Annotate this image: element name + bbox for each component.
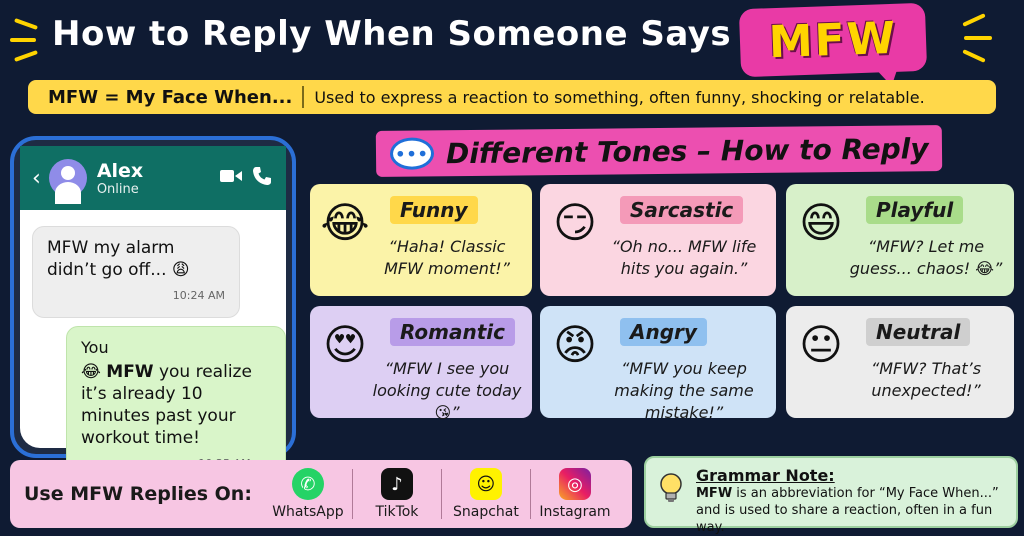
sparkle-decoration [962, 49, 985, 63]
tone-card-funny [310, 184, 532, 296]
lightbulb-icon [658, 472, 684, 504]
speech-bubble-icon: ••• [390, 137, 434, 169]
snapchat-ghost-icon: ☺ [470, 468, 502, 500]
outgoing-message-text: you realize it’s already 10 minutes past your workout time! [81, 362, 252, 448]
angry-emoji-icon: 😡 [553, 320, 597, 369]
definition-banner [28, 80, 996, 114]
grammar-note-title: Grammar Note: [696, 466, 835, 485]
tone-label: Playful [866, 196, 963, 224]
tone-label: Sarcastic [620, 196, 743, 224]
incoming-message-text: MFW my alarm didn’t go off... 😩 [47, 238, 190, 280]
smirk-emoji-icon: 😏 [553, 198, 597, 247]
tone-card-playful [786, 184, 1014, 296]
tones-heading [376, 125, 942, 177]
platform-snapchat [446, 468, 526, 520]
platform-name: Snapchat [453, 504, 519, 520]
phone-call-icon[interactable] [252, 166, 272, 186]
mfw-badge-text: MFW [767, 12, 899, 68]
tone-quote: “Oh no... MFW life hits you again.” [611, 237, 757, 278]
phone-mockup [10, 136, 296, 458]
sparkle-decoration [14, 50, 38, 62]
tones-heading-text: Different Tones – How to Reply [445, 131, 929, 170]
video-camera-icon[interactable] [220, 168, 242, 184]
platforms-label: Use MFW Replies On: [24, 483, 252, 505]
definition-term: MFW = My Face When... [48, 86, 293, 108]
contact-name: Alex [96, 159, 144, 182]
tone-quote: “MFW I see you looking cute today 😘” [372, 359, 522, 422]
grammar-note-body [696, 485, 1008, 536]
platforms-bar [10, 460, 632, 528]
tone-card-neutral [786, 306, 1014, 418]
tone-card-sarcastic [540, 184, 776, 296]
tone-label: Neutral [866, 318, 970, 346]
contact-status: Online [96, 181, 139, 197]
tone-label: Angry [620, 318, 707, 346]
tone-card-angry [540, 306, 776, 422]
instagram-icon: ◎ [559, 468, 591, 500]
tone-quote: “MFW you keep making the same mistake!” [614, 359, 754, 422]
definition-text: Used to express a reaction to something, often funny, shocking or relatable. [314, 87, 925, 107]
grammar-note-bold: MFW [696, 486, 733, 501]
platform-tiktok [357, 468, 437, 520]
chat-header [20, 146, 286, 210]
grammar-note-text: is an abbreviation for “My Face When...” and is used to share a reaction, often in a fun way. [696, 486, 999, 535]
sparkle-decoration [964, 36, 992, 40]
tone-label: Romantic [390, 318, 515, 346]
incoming-message-time: 10:24 AM [172, 289, 225, 302]
sparkle-decoration [10, 38, 36, 42]
sparkle-decoration [14, 18, 38, 30]
platform-name: Instagram [539, 504, 611, 520]
whatsapp-icon: ✆ [292, 468, 324, 500]
laughing-emoji-icon: 😂 [81, 362, 101, 382]
mfw-badge [739, 3, 927, 77]
tone-label: Funny [390, 196, 478, 224]
avatar[interactable] [49, 159, 87, 197]
platform-whatsapp [268, 468, 348, 520]
incoming-message [32, 226, 240, 318]
divider [352, 469, 353, 519]
chevron-left-icon[interactable]: ‹ [32, 165, 41, 191]
tiktok-icon: ♪ [381, 468, 413, 500]
outgoing-message-body [81, 361, 271, 449]
platform-name: TikTok [375, 504, 419, 520]
platform-instagram [535, 468, 615, 520]
tone-quote: “MFW? That’s unexpected!” [870, 359, 982, 400]
tone-quote: “Haha! Classic MFW moment!” [384, 237, 510, 278]
divider [302, 86, 304, 108]
neutral-emoji-icon: 😐 [799, 320, 843, 369]
divider [441, 469, 442, 519]
tone-card-romantic [310, 306, 532, 422]
divider [530, 469, 531, 519]
contact-info [97, 160, 143, 197]
platform-name: WhatsApp [272, 504, 344, 520]
page-title: How to Reply When Someone Says [52, 14, 732, 54]
heart-eyes-emoji-icon: 😍 [323, 320, 367, 369]
grinning-emoji-icon: 😄 [799, 198, 843, 247]
phone-screen [20, 146, 286, 448]
outgoing-message-sender: You [81, 338, 109, 357]
outgoing-message-bold: MFW [106, 362, 154, 382]
sparkle-decoration [962, 13, 985, 27]
tone-quote: “MFW? Let me guess... chaos! 😂” [849, 237, 1003, 278]
laughing-emoji-icon: 😂 [320, 198, 370, 247]
grammar-note [644, 456, 1018, 535]
